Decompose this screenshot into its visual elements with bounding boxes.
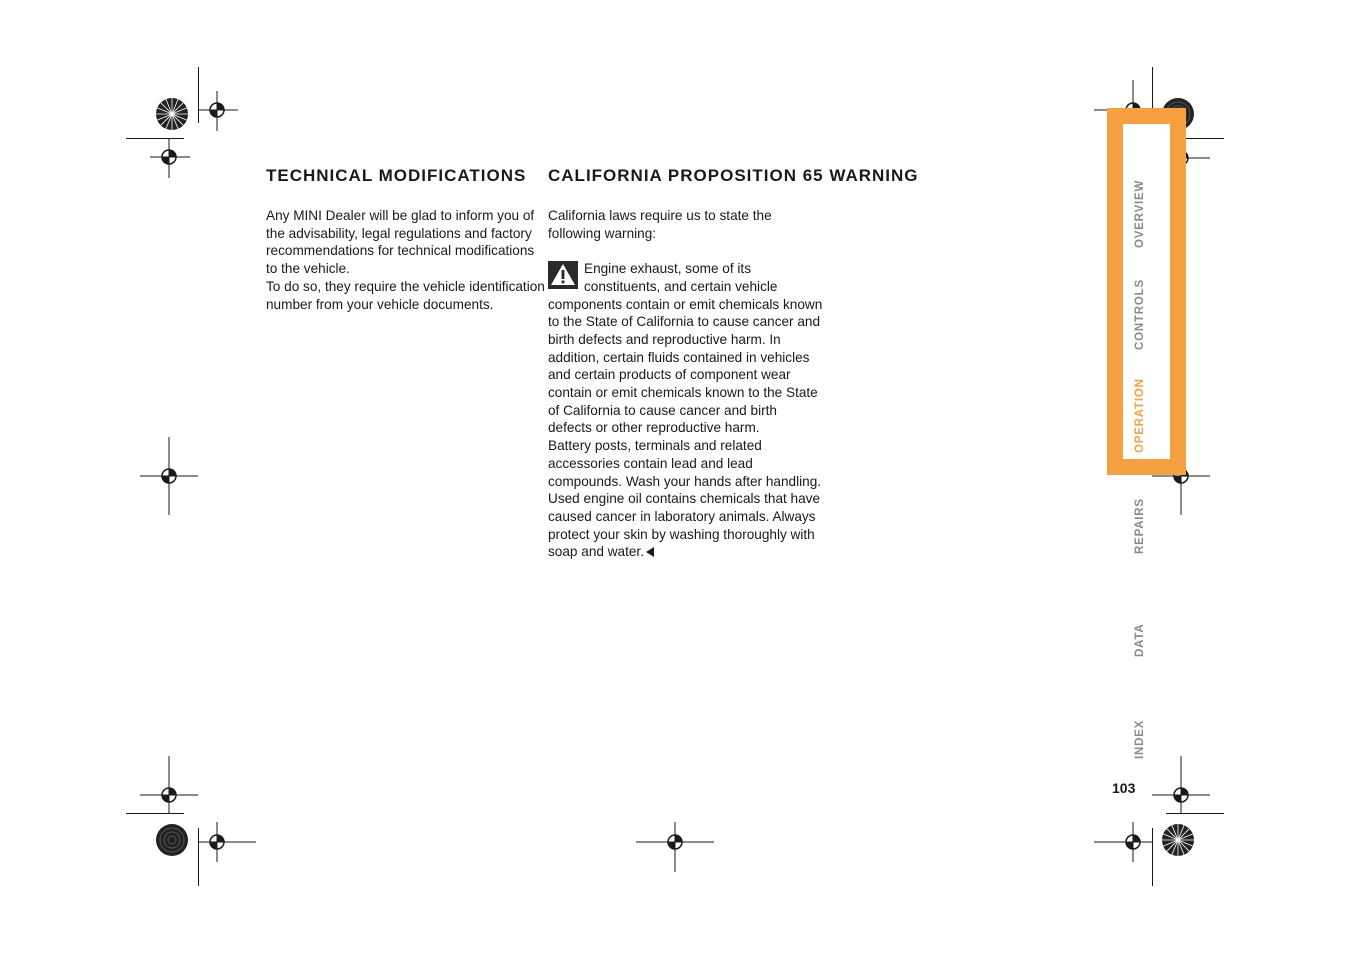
california-warning-body (548, 207, 823, 561)
warning-paragraph: Battery posts, terminals and related accessories contain lead and lead compounds. Wash your hands after handling. (548, 438, 822, 489)
crosshair-icon (140, 437, 198, 515)
registration-wheel-icon (154, 822, 190, 858)
chapter-highlight-inner (1123, 124, 1170, 459)
technical-modifications-body (266, 207, 546, 313)
crosshair-icon (1094, 822, 1152, 862)
warning-paragraph-text: Used engine oil contains chemicals that have caused cancer in laboratory animals. Always protect your skin by washing thoroughly with soap and water. (548, 491, 821, 560)
crosshair-icon (198, 822, 256, 862)
tab-operation[interactable]: OPERATION (1134, 378, 1146, 453)
tab-data[interactable]: DATA (1134, 623, 1146, 657)
registration-wheel-icon (1160, 822, 1196, 858)
warning-intro: California laws require us to state the following warning: (548, 208, 772, 241)
technical-modifications-heading: TECHNICAL MODIFICATIONS (266, 166, 527, 185)
technical-modifications-paragraph: Any MINI Dealer will be glad to inform you of the advisability, legal regulations and factory recommendations for technical modifications to the vehicle. (266, 208, 535, 277)
warning-triangle-icon (548, 261, 578, 289)
warning-paragraph (548, 490, 823, 561)
warning-paragraph: Engine exhaust, some of its constituents, and certain vehicle components contain or emit chemicals known to the State of California to cause cancer and birth defects and reproductive harm. In addition, certain fluids contained in vehicles and certain products of component wear contain or emit chemicals known to the State of California to cause cancer and birth defects or other reproductive harm. (548, 261, 823, 436)
crosshair-icon (140, 756, 198, 814)
crosshair-icon (636, 822, 714, 872)
technical-modifications-paragraph: To do so, they require the vehicle identification number from your vehicle documents. (266, 278, 545, 312)
crosshair-icon (1152, 756, 1210, 814)
registration-wheel-icon (154, 96, 190, 132)
crosshair-icon (198, 91, 238, 131)
tab-index[interactable]: INDEX (1134, 719, 1146, 759)
end-of-section-icon (646, 547, 654, 557)
california-warning-heading: CALIFORNIA PROPOSITION 65 WARNING (548, 166, 919, 185)
tab-repairs[interactable]: REPAIRS (1134, 498, 1146, 554)
crosshair-icon (150, 138, 190, 178)
tab-overview[interactable]: OVERVIEW (1134, 179, 1146, 248)
page-number: 103 (1112, 780, 1136, 796)
tab-controls[interactable]: CONTROLS (1134, 279, 1146, 350)
